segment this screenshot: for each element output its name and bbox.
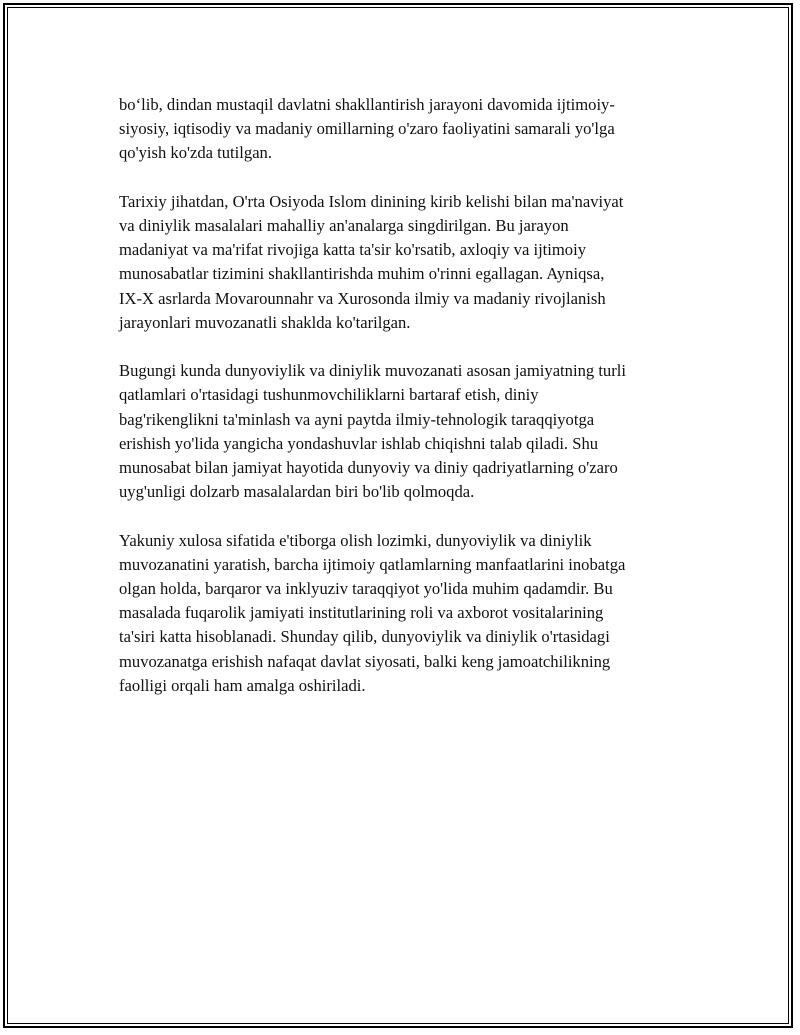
paragraph-2: Tarixiy jihatdan, O'rta Osiyoda Islom dinining kirib kelishi bilan ma'naviyat va diniylik masalalari mahalliy an'analarga singdirilgan. Bu jarayon madaniyat va ma'rifat rivojiga katta ta'sir ko'rsatib, axloqiy va ijtimoiy munosabatlar tizimini shakllantirishda muhim o'rinni egallagan. Ayniqsa, IX-X asrlarda Movarounnahr va Xurosonda ilmiy va madaniy rivojlanish jarayonlari muvozanatli shaklda ko'tarilgan.: [119, 191, 624, 332]
paragraph-3: Bugungi kunda dunyoviylik va diniylik muvozanati asosan jamiyatning turli qatlamlari o'rtasidagi tushunmovchiliklarni bartaraf etish, diniy bag'rikenglikni ta'minlash va ayni paytda ilmiy-tehnologik taraqqiyotga erishish yo'lida yangicha yondashuvlar ishlab chiqishni talab qiladi. Shu munosabat bilan jamiyat hayotida dunyoviy va diniy qadriyatlarning o'zaro uyg'unligi dolzarb masalalardan biri bo'lib qolmoqda.: [119, 361, 626, 502]
document-body: [119, 93, 689, 722]
paragraph-1: bo‘lib, dindan mustaqil davlatni shakllantirish jarayoni davomida ijtimoiy- siyosiy, iqtisodiy va madaniy omillarning o'zaro faoliyatini samarali yo'lga qo'yish ko'zda tutilgan.: [119, 95, 615, 163]
paragraph-4: Yakuniy xulosa sifatida e'tiborga olish lozimki, dunyoviylik va diniylik muvozanatini yaratish, barcha ijtimoiy qatlamlarning manfaatlarini inobatga olgan holda, barqaror va inklyuziv taraqqiyot yo'lida muhim qadamdir. Bu masalada fuqarolik jamiyati institutlarining roli va axborot vositalarining ta'siri katta hisoblanadi. Shunday qilib, dunyoviylik va diniylik o'rtasidagi muvozanatga erishish nafaqat davlat siyosati, balki keng jamoatchilikning faolligi orqali ham amalga oshiriladi.: [119, 530, 626, 695]
